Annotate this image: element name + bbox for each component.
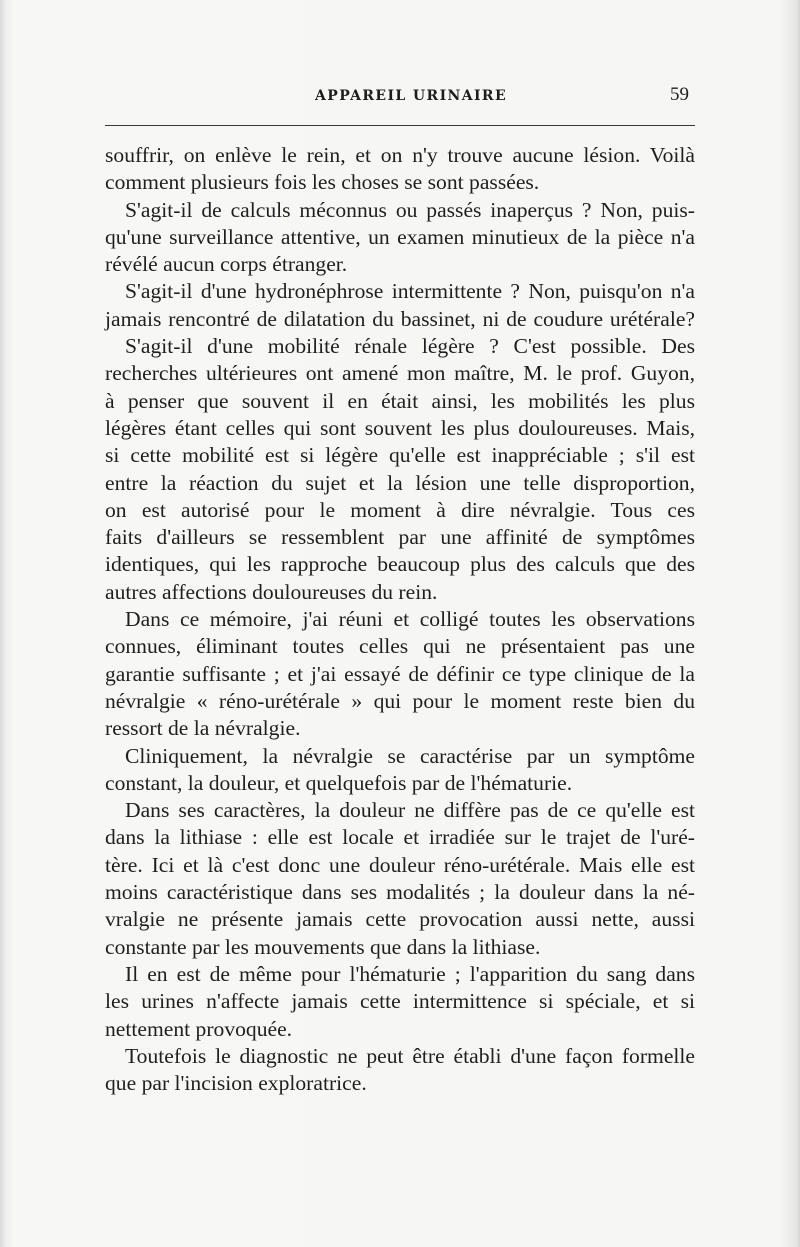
paragraph: [105, 333, 695, 606]
paragraph: [105, 606, 695, 742]
text-line: autres affections douloureuses du rein.: [105, 579, 438, 604]
text-line: connues, éliminant toutes celles qui ne présentaient pas une: [105, 634, 695, 659]
paragraph: [105, 197, 695, 279]
paragraph: [105, 142, 695, 197]
text-line: moins caractéristique dans ses modalités ; la douleur dans la né-: [105, 880, 695, 905]
text-line: nettement provoquée.: [105, 1016, 293, 1041]
paragraph: [105, 1043, 695, 1098]
text-line: entre la réaction du sujet et la lésion une telle disproportion,: [105, 470, 695, 495]
text-line: Dans ses caractères, la douleur ne diffère pas de ce qu'elle est: [125, 798, 695, 823]
text-line: faits d'ailleurs se ressemblent par une affinité de symptômes: [105, 525, 695, 550]
text-line: souffrir, on enlève le rein, et on n'y trouve aucune lésion. Voilà: [105, 143, 695, 167]
text-line: comment plusieurs fois les choses se sont passées.: [105, 170, 540, 195]
paragraph: [105, 278, 695, 333]
text-line: Dans ce mémoire, j'ai réuni et colligé toutes les observations: [125, 607, 695, 632]
page-header: [105, 84, 695, 114]
text-line: S'agit-il d'une mobilité rénale légère ? C'est possible. Des: [125, 334, 695, 359]
text-line: dans la lithiase : elle est locale et irradiée sur le trajet de l'uré-: [105, 825, 695, 850]
text-line: que par l'incision exploratrice.: [105, 1071, 367, 1096]
text-line: Cliniquement, la névralgie se caractérise par un symptôme: [125, 743, 695, 768]
text-line: ressort de la névralgie.: [105, 716, 301, 741]
text-line: si cette mobilité est si légère qu'elle est inappréciable ; s'il est: [105, 443, 695, 468]
text-line: tère. Ici et là c'est donc une douleur réno-urétérale. Mais elle est: [105, 852, 695, 877]
text-line: les urines n'affecte jamais cette intermittence si spéciale, et si: [105, 989, 695, 1014]
text-line: qu'une surveillance attentive, un examen minutieux de la pièce n'a: [105, 224, 695, 249]
page-number: 59: [670, 84, 689, 105]
text-line: S'agit-il de calculs méconnus ou passés inaperçus ? Non, puis-: [125, 197, 695, 222]
text-line: constante par les mouvements que dans la lithiase.: [105, 934, 541, 959]
text-line: identiques, qui les rapproche beaucoup plus des calculs que des: [105, 552, 695, 577]
paragraph: [105, 797, 695, 961]
running-title: APPAREIL URINAIRE: [315, 88, 508, 104]
header-rule: [105, 125, 695, 126]
text-line: garantie suffisante ; et j'ai essayé de définir ce type clinique de la: [105, 661, 695, 686]
text-line: constant, la douleur, et quelquefois par de l'hématurie.: [105, 770, 573, 795]
text-line: à penser que souvent il en était ainsi, les mobilités les plus: [105, 388, 695, 413]
text-line: névralgie « réno-urétérale » qui pour le moment reste bien du: [105, 688, 695, 713]
text-line: on est autorisé pour le moment à dire névralgie. Tous ces: [105, 497, 695, 522]
text-line: jamais rencontré de dilatation du bassinet, ni de coudure urétérale?: [105, 306, 695, 331]
text-line: Il en est de même pour l'hématurie ; l'apparition du sang dans: [125, 961, 695, 986]
text-line: révélé aucun corps étranger.: [105, 252, 348, 277]
text-line: vralgie ne présente jamais cette provocation aussi nette, aussi: [105, 907, 695, 932]
text-line: légères étant celles qui sont souvent les plus douloureuses. Mais,: [105, 415, 695, 440]
text-line: Toutefois le diagnostic ne peut être établi d'une façon formelle: [125, 1043, 695, 1068]
paragraph: [105, 743, 695, 798]
paragraph: [105, 961, 695, 1043]
text-line: S'agit-il d'une hydronéphrose intermittente ? Non, puisqu'on n'a: [125, 279, 695, 304]
body-text: [105, 142, 695, 1097]
text-line: recherches ultérieures ont amené mon maître, M. le prof. Guyon,: [105, 361, 695, 386]
